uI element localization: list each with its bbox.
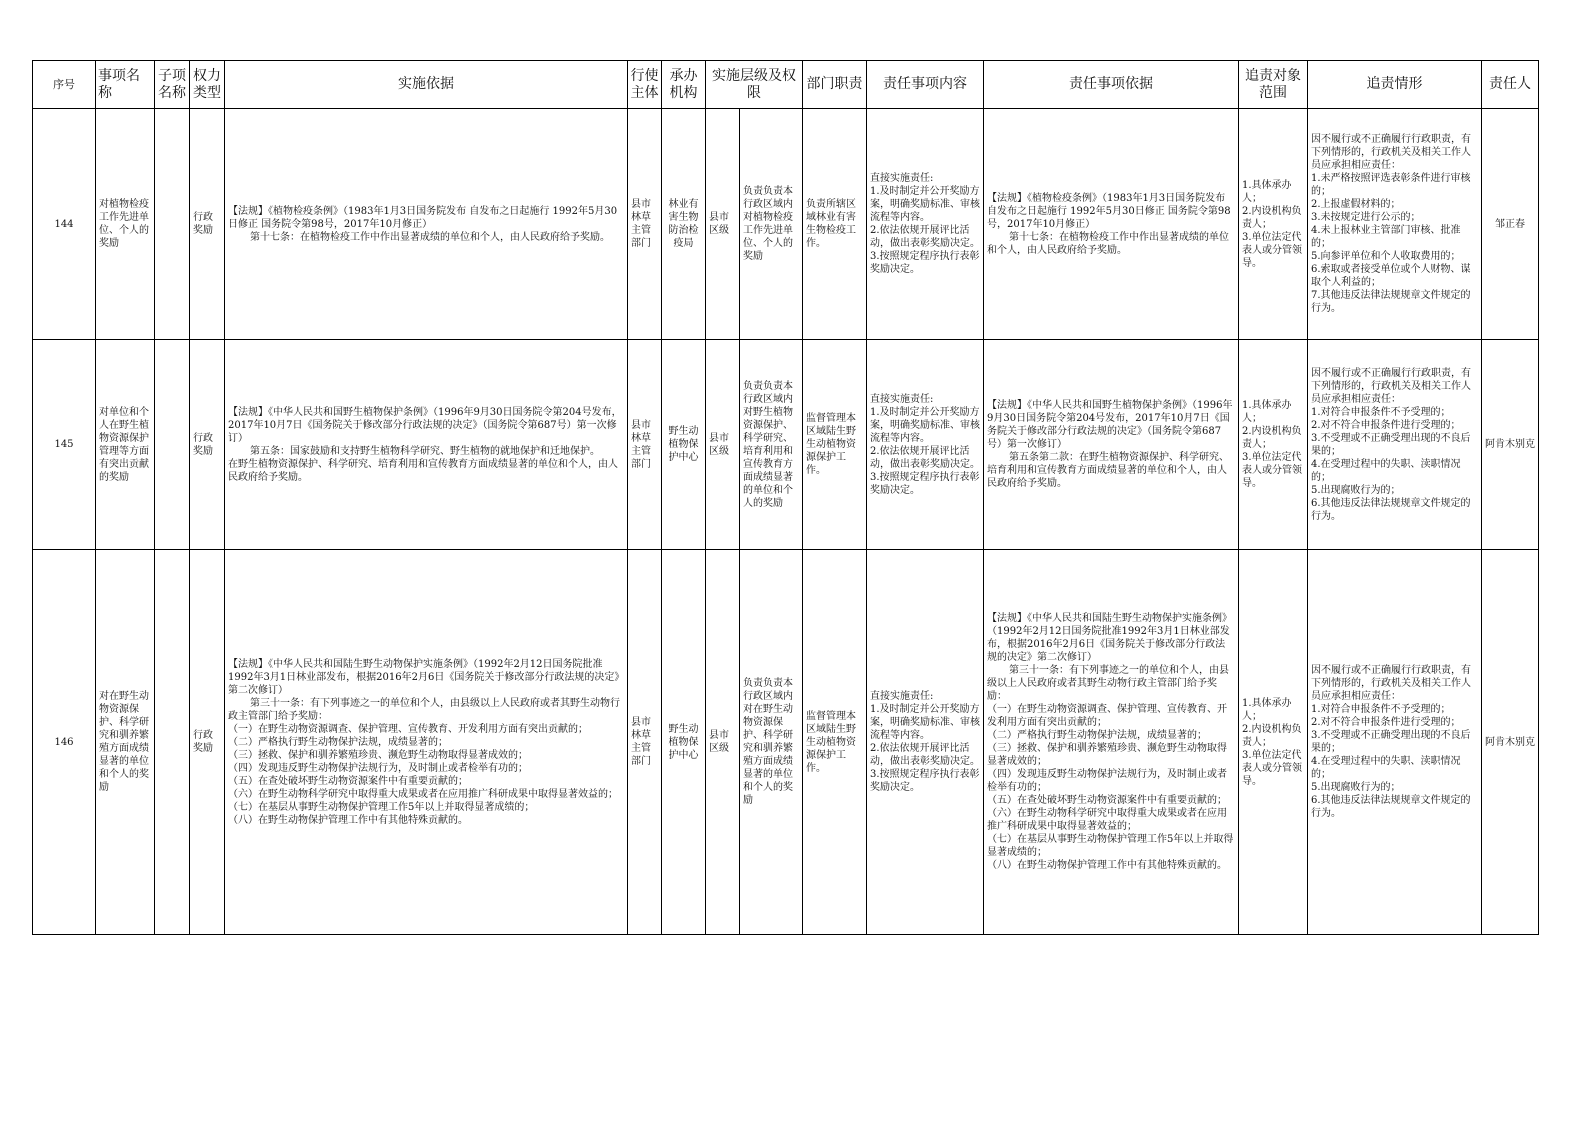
cell-subject: 县市林草主管部门: [628, 109, 662, 340]
header-scope: 追责对象范围: [1239, 61, 1308, 109]
cell-person: 阿肯木别克: [1482, 550, 1539, 935]
cell-basis: [225, 109, 628, 340]
header-power: 权力类型: [190, 61, 225, 109]
cell-situation: 因不履行或不正确履行行政职责，有下列情形的，行政机关及相关工作人员应承担相应责任： 1.对符合申报条件不予受理的； 2.对不符合申报条件进行受理的； 3.不受理或不正确受理出现的不良后果的； 4.在受理过程中的失职、渎职情况的； 5.出现腐败行为的； 6.其他违反法律法规规章文件规定的行为。: [1308, 550, 1482, 935]
cell-scope: 1.具体承办人； 2.内设机构负责人； 3.单位法定代表人或分管领导。: [1239, 550, 1308, 935]
basis-title: 【法规】《中华人民共和国陆生野生动物保护实施条例》（1992年2月12日国务院批准1992年3月1日林业部发布，根据2016年2月6日《国务院关于修改部分行政法规的决定》第二次修订）: [228, 658, 620, 696]
cell-power: 行政奖励: [190, 550, 225, 935]
cell-subject: 县市林草主管部门: [628, 340, 662, 550]
cell-level-detail: 负责负责本行政区域内对野生植物资源保护、科学研究、培育利用和宣传教育方面成绩显著的单位和个人的奖励: [740, 340, 803, 550]
header-person: 责任人: [1482, 61, 1539, 109]
respbasis-title: 【法规】《中华人民共和国陆生野生动物保护实施条例》（1992年2月12日国务院批准1992年3月1日林业部发布，根据2016年2月6日《国务院关于修改部分行政法规的决定》第二次修订）: [987, 613, 1232, 663]
cell-scope: 1.具体承办人； 2.内设机构负责人； 3.单位法定代表人或分管领导。: [1239, 109, 1308, 340]
cell-duty: 监督管理本区域陆生野生动植物资源保护工作。: [803, 340, 867, 550]
header-resp: 责任事项内容: [867, 61, 984, 109]
cell-level: 县市区级: [706, 340, 740, 550]
header-duty: 部门职责: [803, 61, 867, 109]
cell-name: 对在野生动物资源保护、科学研究和驯养繁殖方面成绩显著的单位和个人的奖励: [96, 550, 155, 935]
cell-seq: 145: [33, 340, 96, 550]
header-situation: 追责情形: [1308, 61, 1482, 109]
cell-basis: [225, 550, 628, 935]
header-subject: 行使主体: [628, 61, 662, 109]
cell-name: 对单位和个人在野生植物资源保护管理等方面有突出贡献的奖励: [96, 340, 155, 550]
header-level: 实施层级及权限: [706, 61, 803, 109]
basis-title: 【法规】《中华人民共和国野生植物保护条例》（1996年9月30日国务院令第204号发布，2017年10月7日《国务院关于修改部分行政法规的决定》（国务院令第687号）第一次修订）: [228, 406, 622, 444]
cell-org: 野生动植物保护中心: [662, 550, 706, 935]
cell-seq: 146: [33, 550, 96, 935]
cell-scope: 1.具体承办人； 2.内设机构负责人； 3.单位法定代表人或分管领导。: [1239, 340, 1308, 550]
header-org: 承办机构: [662, 61, 706, 109]
cell-person: 阿肯木别克: [1482, 340, 1539, 550]
cell-resp: 直接实施责任: 1.及时制定并公开奖励方案，明确奖励标准、审核流程等内容。 2.依法依规开展评比活动，做出表彰奖励决定。 3.按照规定程序执行表彰奖励决定。: [867, 340, 984, 550]
cell-power: 行政奖励: [190, 340, 225, 550]
cell-level: 县市区级: [706, 550, 740, 935]
basis-title: 【法规】《植物检疫条例》（1983年1月3日国务院发布 自发布之日起施行 1992年5月30日修正 国务院令第98号，2017年10月修正）: [228, 205, 618, 230]
cell-name: 对植物检疫工作先进单位、个人的奖励: [96, 109, 155, 340]
cell-level-detail: 负责负责本行政区域内对在野生动物资源保护、科学研究和驯养繁殖方面成绩显著的单位和个人的奖励: [740, 550, 803, 935]
respbasis-article: 第三十一条：有下列事迹之一的单位和个人，由县级以上人民政府或者其野生动物行政主管部门给予奖励： （一）在野生动物资源调查、保护管理、宣传教育、开发利用方面有突出贡献的； （二）严格执行野生动物保护法规，成绩显著的； （三）拯救、保护和驯养繁殖珍贵、濒危野生动物取得显著成效的； （四）发现违反野生动物保护法规行为，及时制止或者检举有功的； （五）在查处破坏野生动物资源案件中有重要贡献的； （六）在野生动物科学研究中取得重大成果或者在应用推广科研成果中取得显著效益的； （七）在基层从事野生动物保护管理工作5年以上并取得显著成绩的； （八）在野生动物保护管理工作中有其他特殊贡献的。: [987, 665, 1234, 871]
cell-respbasis: [984, 550, 1239, 935]
cell-sub: [155, 340, 190, 550]
basis-article: 第三十一条：有下列事迹之一的单位和个人，由县级以上人民政府或者其野生动物行政主管部门给予奖励： （一）在野生动物资源调查、保护管理、宣传教育、开发利用方面有突出贡献的； （二）严格执行野生动物保护法规，成绩显著的； （三）拯救、保护和驯养繁殖珍贵、濒危野生动物取得显著成效的； （四）发现违反野生动物保护法规行为，及时制止或者检举有功的； （五）在查处破坏野生动物资源案件中有重要贡献的； （六）在野生动物科学研究中取得重大成果或者在应用推广科研成果中取得显著效益的； （七）在基层从事野生动物保护管理工作5年以上并取得显著成绩的； （八）在野生动物保护管理工作中有其他特殊贡献的。: [228, 697, 620, 826]
respbasis-title: 【法规】《中华人民共和国野生植物保护条例》（1996年9月30日国务院令第204号发布，2017年10月7日《国务院关于修改部分行政法规的决定》（国务院令第687号）第一次修订）: [987, 400, 1233, 450]
respbasis-article: 第十七条：在植物检疫工作中作出显著成绩的单位和个人，由人民政府给予奖励。: [987, 231, 1229, 256]
header-name: 事项名称: [96, 61, 155, 109]
basis-article: 第五条：国家鼓励和支持野生植物科学研究、野生植物的就地保护和迁地保护。 在野生植物资源保护、科学研究、培育利用和宣传教育方面成绩显著的单位和个人，由人民政府给予奖励。: [228, 445, 618, 483]
header-basis: 实施依据: [225, 61, 628, 109]
cell-situation: 因不履行或不正确履行行政职责，有下列情形的，行政机关及相关工作人员应承担相应责任： 1.对符合申报条件不予受理的； 2.对不符合申报条件进行受理的； 3.不受理或不正确受理出现的不良后果的； 4.在受理过程中的失职、渎职情况的； 5.出现腐败行为的； 6.其他违反法律法规规章文件规定的行为。: [1308, 340, 1482, 550]
table-row: [33, 340, 1539, 550]
cell-level: 县市区级: [706, 109, 740, 340]
table-row: [33, 550, 1539, 935]
cell-seq: 144: [33, 109, 96, 340]
cell-basis: [225, 340, 628, 550]
cell-duty: 监督管理本区域陆生野生动植物资源保护工作。: [803, 550, 867, 935]
cell-sub: [155, 550, 190, 935]
responsibility-table: [32, 60, 1539, 935]
cell-sub: [155, 109, 190, 340]
cell-org: 林业有害生物防治检疫局: [662, 109, 706, 340]
table-row: [33, 109, 1539, 340]
header-seq: 序号: [33, 61, 96, 109]
cell-duty: 负责所辖区域林业有害生物检疫工作。: [803, 109, 867, 340]
cell-org: 野生动植物保护中心: [662, 340, 706, 550]
basis-article: 第十七条：在植物检疫工作中作出显著成绩的单位和个人，由人民政府给予奖励。: [250, 231, 610, 243]
header-row: [33, 61, 1539, 109]
header-respbasis: 责任事项依据: [984, 61, 1239, 109]
header-sub: 子项名称: [155, 61, 190, 109]
cell-subject: 县市林草主管部门: [628, 550, 662, 935]
cell-level-detail: 负责负责本行政区域内对植物检疫工作先进单位、个人的奖励: [740, 109, 803, 340]
cell-situation: 因不履行或不正确履行行政职责，有下列情形的，行政机关及相关工作人员应承担相应责任： 1.未严格按照评选表彰条件进行审核的； 2.上报虚假材料的； 3.未按规定进行公示的； 4.未上报林业主管部门审核、批准的； 5.向参评单位和个人收取费用的； 6.索取或者接受单位或个人财物、谋取个人利益的； 7.其他违反法律法规规章文件规定的行为。: [1308, 109, 1482, 340]
respbasis-title: 【法规】《植物检疫条例》（1983年1月3日国务院发布 自发布之日起施行 1992年5月30日修正 国务院令第98号，2017年10月修正）: [987, 192, 1231, 230]
cell-resp: 直接实施责任: 1.及时制定并公开奖励方案，明确奖励标准、审核流程等内容。 2.依法依规开展评比活动，做出表彰奖励决定。 3.按照规定程序执行表彰奖励决定。: [867, 109, 984, 340]
cell-resp: 直接实施责任: 1.及时制定并公开奖励方案，明确奖励标准、审核流程等内容。 2.依法依规开展评比活动，做出表彰奖励决定。 3.按照规定程序执行表彰奖励决定。: [867, 550, 984, 935]
cell-respbasis: [984, 109, 1239, 340]
cell-person: 邹正春: [1482, 109, 1539, 340]
cell-power: 行政奖励: [190, 109, 225, 340]
respbasis-article: 第五条第二款：在野生植物资源保护、科学研究、培育利用和宣传教育方面成绩显著的单位和个人，由人民政府给予奖励。: [987, 452, 1229, 489]
cell-respbasis: [984, 340, 1239, 550]
